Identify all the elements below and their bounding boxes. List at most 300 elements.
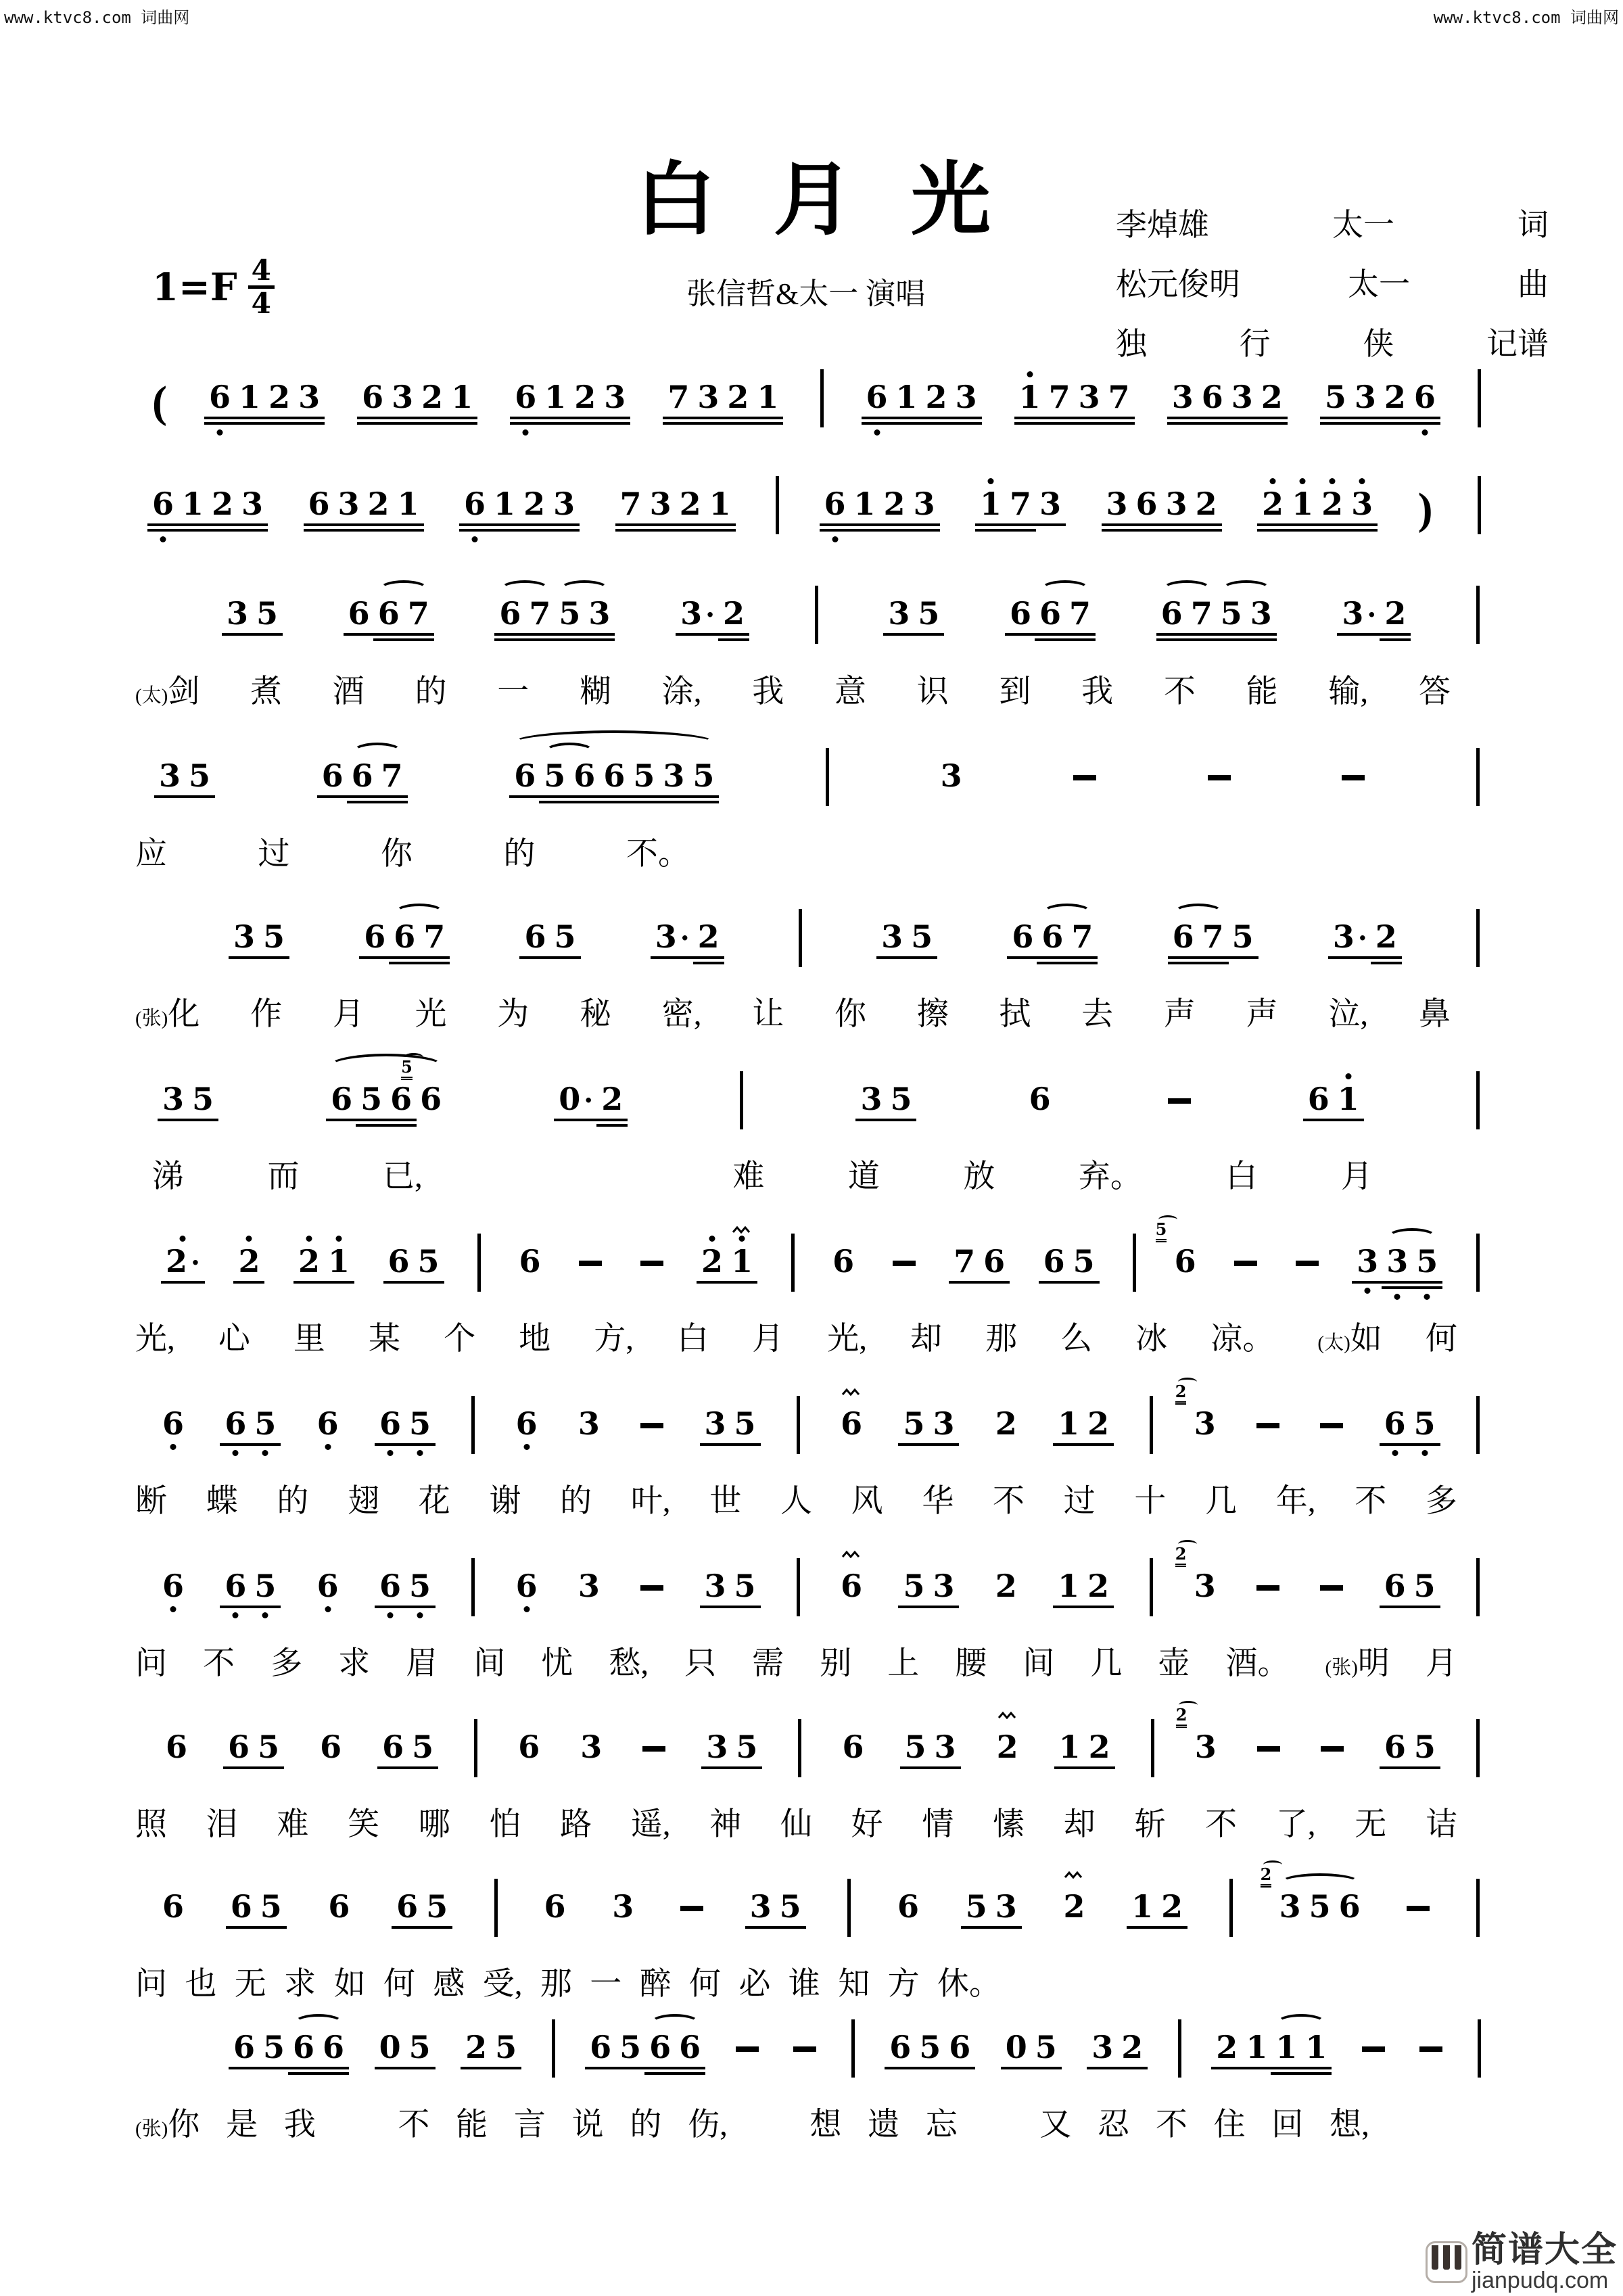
beam-line [147, 523, 179, 526]
lyric-char: 光, [135, 1321, 175, 1357]
beam-line [615, 529, 646, 532]
barline [797, 1558, 800, 1616]
lyric-char: 我 [1081, 674, 1114, 709]
beam-line [722, 417, 753, 419]
beam-line [389, 956, 420, 959]
dash-note [1407, 1906, 1430, 1911]
beam-group [499, 595, 611, 632]
note-digit [1175, 1382, 1216, 1442]
note-digit [254, 1568, 277, 1604]
note-digit [233, 918, 256, 955]
beam-line [1409, 417, 1440, 419]
digit: 6 [866, 379, 888, 415]
lyric-char: 路 [560, 1807, 592, 1842]
beam-line [229, 956, 260, 959]
digit: 3 [553, 486, 575, 522]
lyric-char: 泣, [1328, 997, 1369, 1032]
slur-group [1160, 595, 1213, 632]
beam-line [909, 523, 940, 526]
note-digit [709, 486, 731, 522]
digit: 6 [320, 1729, 342, 1765]
note-digit [1292, 486, 1314, 522]
digit: 6 [1135, 486, 1158, 522]
beam-group [1043, 1243, 1095, 1280]
note-digit [495, 2029, 517, 2065]
lyric-char: 酒。 [1225, 1646, 1290, 1681]
lyric-char: 说 [571, 2107, 604, 2142]
beam-line [663, 417, 694, 419]
note-digit [911, 918, 933, 955]
digit: 6 [225, 1568, 247, 1604]
lyric-char: 间 [473, 1646, 506, 1681]
beam-line [1409, 1606, 1440, 1608]
note-digit [679, 2029, 701, 2065]
singer-tag: (太) [1317, 1332, 1350, 1354]
note-digit [1220, 595, 1242, 632]
digit: 1 [239, 379, 261, 415]
beam-group [225, 1568, 277, 1604]
beam-line [1037, 956, 1068, 959]
lyric-char: 世 [709, 1484, 742, 1519]
digit: 2 [1088, 1729, 1110, 1765]
slur-group [499, 595, 551, 632]
beam-line [849, 529, 880, 532]
beam-line [944, 2067, 975, 2069]
note-digit [757, 381, 778, 413]
beam-line [1328, 956, 1372, 959]
beam-group [704, 1405, 756, 1442]
beam-line [1035, 633, 1066, 636]
beam-line [1256, 417, 1288, 419]
barline [1229, 1879, 1233, 1937]
octave-dot-high [739, 1236, 745, 1242]
note-digit [1231, 381, 1253, 413]
logo-title: 简谱大全 [1471, 2230, 1618, 2270]
lyric-char: 酒 [332, 674, 364, 709]
lyric-char: 只 [684, 1646, 717, 1681]
slur-group [331, 1057, 442, 1117]
barline [740, 1071, 743, 1129]
octave-dot-high [180, 1236, 186, 1242]
lyric-char: 愫 [993, 1807, 1025, 1842]
digit: 6 [351, 757, 373, 794]
beam-line [569, 801, 600, 803]
digit: 3 [663, 757, 685, 794]
beam-line [519, 529, 550, 532]
note-digit [1260, 1865, 1301, 1925]
note-digit [316, 1568, 339, 1604]
note-digit [1087, 1568, 1110, 1604]
note-digit [995, 1568, 1017, 1604]
beam-group [881, 918, 933, 955]
beam-line [722, 422, 753, 425]
beam-line [951, 417, 982, 419]
beam-group [1172, 918, 1254, 955]
grace-note: 2 [1175, 1544, 1187, 1564]
note-digit [1338, 1888, 1361, 1925]
beam-line [490, 2067, 521, 2069]
beam-line [461, 2067, 492, 2069]
octave-dot-low [262, 1612, 268, 1618]
digit: 3 [1250, 595, 1272, 632]
octave-dot-low [325, 1444, 331, 1450]
beam-group [667, 381, 778, 413]
beam-line [385, 1119, 417, 1121]
beam-line [1350, 417, 1381, 419]
beam-line [304, 529, 335, 532]
note-digit [392, 381, 413, 413]
singer-tag: (太) [135, 685, 168, 707]
beam-line [1380, 422, 1411, 425]
beam-line [519, 523, 550, 526]
lyric-char: 一 [590, 1967, 622, 2002]
beam-line [548, 529, 580, 532]
digit: 6 [1384, 1405, 1406, 1442]
digit: 3 [1357, 1243, 1379, 1280]
lyric-char: 不 [203, 1646, 235, 1681]
beam-line [373, 638, 404, 641]
note-digit [1071, 918, 1093, 955]
barline [815, 586, 818, 644]
note-digit [298, 381, 320, 413]
digit: 5 [1220, 595, 1242, 632]
slur-group [293, 2029, 345, 2065]
lyric-char: 愁, [609, 1646, 649, 1681]
lyric-char: 华 [922, 1484, 954, 1519]
digit: 3 [995, 1888, 1017, 1925]
slur-group [649, 2029, 701, 2065]
beam-line [675, 523, 706, 526]
note-digit [1413, 1568, 1436, 1604]
beam-line [1131, 529, 1162, 532]
beam-line [220, 1443, 251, 1446]
note-digit [1058, 1568, 1080, 1604]
note-digit [524, 918, 546, 955]
octave-dot-low [387, 1450, 393, 1456]
lyric-char: 十 [1134, 1484, 1167, 1519]
lyrics-line [135, 989, 1451, 1034]
beam-line [184, 795, 215, 798]
dash-note [640, 1423, 663, 1428]
grace-note: 2 [1175, 1382, 1187, 1401]
beam-line [569, 795, 600, 798]
digit: 3 [1194, 1405, 1216, 1442]
lyric-char: 几 [1205, 1484, 1238, 1519]
note-digit [212, 486, 234, 522]
digit: 3 [704, 1405, 726, 1442]
beam-line [879, 529, 910, 532]
lyric-char: 地 [519, 1321, 551, 1357]
beam-group [225, 1405, 277, 1442]
digit: 2 [1321, 486, 1344, 522]
beam-line [730, 1443, 761, 1446]
beam-line [1246, 633, 1277, 636]
barline [1476, 1879, 1480, 1937]
lyric-char: 月 [752, 1321, 784, 1357]
digit: 6 [331, 1081, 353, 1117]
digit: 7 [619, 486, 642, 522]
beam-line [1104, 417, 1135, 419]
lyric-char: 白 [677, 1321, 709, 1357]
note-digit [983, 1243, 1006, 1280]
octave-dot-high [335, 1236, 342, 1242]
piano-keys-icon [1426, 2241, 1467, 2283]
lyric-char: 何 [1425, 1321, 1457, 1357]
digit: 5 [965, 1888, 987, 1925]
digit: 5 [734, 1568, 756, 1604]
beam-group [888, 595, 940, 632]
digit: 5 [254, 1405, 277, 1442]
beam-line [1380, 417, 1411, 419]
lyric-char: 个 [444, 1321, 476, 1357]
beam-group [904, 1729, 956, 1765]
digit: 3 [227, 595, 249, 632]
digit: 6 [515, 1568, 538, 1604]
note-digit [949, 2029, 971, 2065]
digit: 5 [559, 595, 581, 632]
digit: 3 [655, 918, 677, 955]
lyric-char: 仙 [780, 1807, 812, 1842]
digit: 6 [209, 379, 231, 415]
digit: 6 [499, 595, 521, 632]
dash-note [1256, 1423, 1279, 1428]
octave-dot-high [1330, 478, 1336, 484]
beam-line [489, 523, 520, 526]
lyric-char: 忧 [541, 1646, 573, 1681]
note-digit [1216, 2029, 1238, 2065]
dash-note [642, 1746, 665, 1752]
octave-dot-low [417, 1612, 423, 1618]
lyric-char: 心 [218, 1321, 250, 1357]
beam-line [1257, 529, 1288, 532]
digit: 7 [1048, 379, 1071, 415]
digit: 6 [897, 1888, 920, 1925]
digit: 2 [1195, 486, 1217, 522]
digit: 6 [889, 2029, 912, 2065]
note-digit [1375, 918, 1397, 955]
note-digit [316, 1405, 339, 1442]
note-digit [1416, 1243, 1438, 1280]
octave-dot-high [1270, 478, 1276, 484]
beam-group [465, 2029, 517, 2065]
octave-dot-low [1392, 1450, 1398, 1456]
beam-line [900, 1766, 931, 1769]
note-digit [619, 486, 642, 522]
note-digit [379, 1568, 401, 1604]
beam-line [675, 529, 706, 532]
beam-group [1160, 595, 1272, 632]
beam-line [1227, 422, 1258, 425]
note-digit [233, 2029, 256, 2065]
digit: 1 [980, 486, 1002, 522]
beam-line [347, 795, 378, 798]
digit: 6 [949, 2029, 971, 2065]
digit: 7 [1071, 918, 1093, 955]
octave-dot-high [1027, 371, 1033, 377]
note-digit [697, 918, 720, 955]
beam-group [152, 486, 264, 522]
note-digit [1019, 381, 1041, 413]
note-digit [1325, 381, 1346, 413]
dash-note [1234, 1261, 1257, 1266]
beam-line [1320, 417, 1351, 419]
beam-line [855, 1119, 887, 1121]
lyrics-line [135, 828, 690, 874]
beam-line [718, 638, 749, 641]
note-digit [995, 1405, 1017, 1442]
lyric-char: 问 [135, 1646, 167, 1681]
beam-line [891, 422, 922, 425]
beam-line [510, 422, 541, 425]
note-digit [559, 1083, 593, 1115]
beam-line [237, 523, 268, 526]
beam-line [949, 1281, 980, 1284]
note-digit [189, 757, 211, 794]
beam-line [1116, 2067, 1148, 2069]
slur-group [1260, 1865, 1361, 1925]
barline [1476, 586, 1480, 644]
beam-line [377, 1766, 408, 1769]
note-digit [159, 757, 181, 794]
beam-line [658, 795, 689, 798]
digit: 6 [842, 1729, 864, 1765]
digit: 5 [1309, 1888, 1331, 1925]
lyric-char: 忘 [925, 2107, 958, 2142]
lyric-spacer [619, 1151, 649, 1196]
beam-line [1246, 638, 1277, 641]
digit: 5 [779, 1888, 801, 1925]
barline [1151, 1719, 1154, 1777]
beam-group [704, 1568, 756, 1604]
beam-line [357, 417, 388, 419]
lyric-char: 花 [418, 1484, 450, 1519]
beam-group [1005, 2029, 1057, 2065]
lyric-char: 放 [963, 1159, 995, 1194]
digit: 5 [544, 757, 566, 794]
lyric-char: 密, [661, 997, 702, 1032]
note-digit [1384, 595, 1407, 632]
lyric-char: 能 [456, 2107, 488, 2142]
lyric-char: 光, [827, 1321, 867, 1357]
beam-line [569, 422, 601, 425]
note-digit [680, 595, 715, 632]
beam-group [1342, 595, 1407, 632]
digit: 1 [1305, 2029, 1327, 2065]
beam-line [1191, 523, 1222, 526]
digit: 2 [1384, 595, 1407, 632]
note-digit [518, 1729, 540, 1765]
note-digit [1009, 595, 1031, 632]
beam-line [1287, 529, 1318, 532]
note-digit [320, 1729, 342, 1765]
beam-line [304, 523, 335, 526]
beam-line [1039, 1281, 1070, 1284]
note-digit [1058, 1405, 1080, 1442]
digit: 5 [1416, 1243, 1438, 1280]
beam-line [356, 1124, 387, 1127]
slur-group [394, 918, 446, 955]
digit: 6 [515, 379, 537, 415]
digit: 3 [680, 595, 703, 632]
digit: 2 [883, 486, 905, 522]
note-digit [1202, 381, 1223, 413]
digit: 6 [396, 1888, 419, 1925]
beam-line [1156, 638, 1187, 641]
lyric-char: 的 [277, 1484, 309, 1519]
digit: 1 [1131, 1888, 1154, 1925]
note-digit [918, 595, 940, 632]
digit: 1 [1058, 1568, 1080, 1604]
note-digit [853, 486, 876, 522]
barline [1476, 1234, 1480, 1292]
octave-dot-low [1421, 1450, 1428, 1456]
beam-line [1064, 638, 1096, 641]
beam-line [419, 962, 450, 964]
note-digit [1414, 381, 1436, 413]
digit: 5 [903, 1405, 925, 1442]
beam-line [347, 801, 378, 803]
digit: 1 [1058, 1729, 1081, 1765]
digit: 3 [604, 379, 626, 415]
beam-line [510, 417, 541, 419]
beam-line [359, 956, 390, 959]
beam-line [524, 638, 555, 641]
digit: 6 [166, 1729, 188, 1765]
digit: 6 [1039, 595, 1062, 632]
note-digit [1088, 1729, 1110, 1765]
beam-line [333, 523, 364, 526]
slur-group [1275, 2029, 1327, 2065]
beam-line [1053, 1443, 1084, 1446]
dash-note [1320, 1423, 1343, 1428]
note-digit [401, 1057, 442, 1117]
digit: 3 [1351, 486, 1373, 522]
beam-line [1044, 417, 1075, 419]
note-digit [1384, 1405, 1406, 1442]
note-digit [348, 595, 370, 632]
digit: 6 [394, 918, 416, 955]
beam-line [700, 1606, 731, 1608]
lyric-char: 是 [226, 2107, 258, 2142]
note-digit [649, 486, 672, 522]
beam-line [1074, 417, 1105, 419]
beam-line [644, 2067, 676, 2069]
digit: 3 [162, 1081, 185, 1117]
note-digit [1357, 1243, 1379, 1280]
lyric-char: 答 [1418, 674, 1451, 709]
note-digit [601, 1083, 623, 1115]
barline [1150, 1558, 1153, 1616]
digit: 3 [578, 1405, 600, 1442]
octave-dot-low [217, 429, 223, 436]
digit: 3 [933, 1568, 955, 1604]
beam-line [1257, 523, 1288, 526]
lyrics-line [152, 1151, 1373, 1196]
note-digit [225, 1405, 247, 1442]
lyric-char: (张)你 [135, 2107, 200, 2142]
beam-line [1271, 2072, 1302, 2075]
augmentation-dot: · [191, 1247, 200, 1279]
beam-line [318, 2067, 349, 2069]
mordent-icon [841, 1547, 862, 1558]
note-digit [258, 1729, 280, 1765]
beam-group [321, 757, 403, 794]
note-digit [933, 1405, 955, 1442]
note-digit [926, 381, 947, 413]
note-digit [394, 918, 416, 955]
lyric-char: 人 [780, 1484, 812, 1519]
note-digit [779, 1888, 801, 1925]
